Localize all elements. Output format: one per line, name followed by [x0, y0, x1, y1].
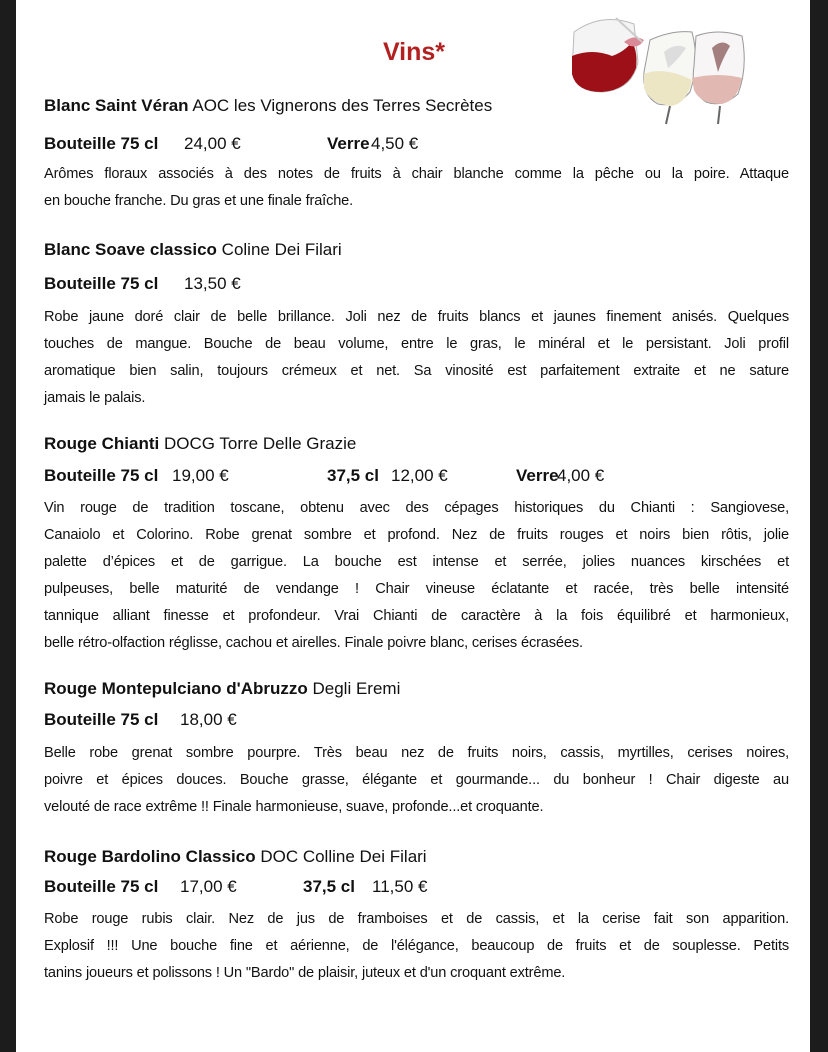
wine-name	[44, 432, 356, 456]
price-row	[44, 875, 789, 899]
description-line: Vin rouge de tradition toscane, obtenu avec des cépages historiques du Chianti : Sangiovese,	[44, 500, 789, 516]
wine-name-appellation: DOCG Torre Delle Grazie	[163, 434, 357, 453]
wine-description	[44, 161, 789, 215]
price-value: 12,00 €	[391, 466, 448, 485]
price-label-text: Bouteille 75 cl	[44, 710, 159, 729]
description-line: belle rétro-olfaction réglisse, cachou et airelles. Finale poivre blanc, cerises écrasées.	[44, 635, 583, 651]
wine-description	[44, 304, 789, 412]
description-line: velouté de race extrême !! Finale harmonieuse, suave, profonde...et croquante.	[44, 799, 544, 815]
price-label-text: Bouteille 75 cl	[44, 274, 159, 293]
price-row	[44, 464, 789, 488]
wine-name	[44, 94, 492, 118]
description-line: palette d’épices et de garrigue. La bouche est intense et serrée, jolies nuances kirschées et	[44, 554, 789, 570]
wine-name	[44, 677, 400, 701]
description-line: en bouche franche. Du gras et une finale fraîche.	[44, 193, 354, 209]
price-label	[44, 708, 158, 732]
description-line: touches de mangue. Bouche de beau volume, entre le gras, le minéral et le persistant. Joli profil	[44, 336, 789, 352]
price-label-text: Verre	[327, 134, 370, 153]
wine-description	[44, 740, 789, 821]
description-line: tannique alliant finesse et profondeur. Vrai Chianti de caractère à la fois équilibré et harmonieux,	[44, 608, 789, 624]
price-label	[327, 464, 379, 488]
price-value: 13,50 €	[184, 274, 241, 293]
price-label-text: 37,5 cl	[303, 877, 355, 896]
wine-description	[44, 495, 789, 657]
description-line: Arômes floraux associés à des notes de fruits à chair blanche comme la pêche ou la poire. Attaque	[44, 166, 789, 182]
description-line: aromatique bien salin, toujours crémeux et net. Sa vinosité est parfaitement extraite et ne sature	[44, 363, 789, 379]
price-value: 4,50 €	[371, 134, 419, 153]
price-row	[44, 132, 789, 156]
wine-name-bold: Blanc Soave classico	[44, 240, 217, 259]
price-label	[44, 875, 158, 899]
wine-name-bold: Rouge Bardolino Classico	[44, 847, 256, 866]
page-title: Vins*	[382, 38, 446, 66]
price-value: 11,50 €	[372, 877, 428, 896]
price-label	[303, 875, 355, 899]
price-label	[516, 464, 559, 488]
wine-name-bold: Blanc Saint Véran	[44, 96, 189, 115]
price-label-text: 37,5 cl	[327, 466, 379, 485]
price-label	[44, 132, 158, 156]
description-line: Canaiolo et Colorino. Robe grenat sombre et profond. Nez de fruits rouges et noirs bien rôtis, jolie	[44, 527, 789, 543]
wine-name-appellation: DOC Colline Dei Filari	[260, 847, 427, 866]
price-label-text: Verre	[516, 466, 559, 485]
description-line: Robe jaune doré clair de belle brillance. Joli nez de fruits blancs et jaunes finement anisés. Quelques	[44, 309, 789, 325]
wine-name-bold: Rouge Chianti	[44, 434, 160, 453]
wine-name-appellation: Degli Eremi	[312, 679, 401, 698]
price-row	[44, 272, 789, 296]
price-label-text: Bouteille 75 cl	[44, 877, 159, 896]
price-row	[44, 708, 789, 732]
wine-description	[44, 906, 789, 987]
wine-glasses-image	[572, 12, 748, 126]
price-value: 17,00 €	[180, 877, 237, 896]
price-value: 24,00 €	[184, 134, 241, 153]
price-value: 4,00 €	[557, 466, 605, 485]
price-value: 19,00 €	[172, 466, 229, 485]
price-label-text: Bouteille 75 cl	[44, 466, 159, 485]
description-line: Belle robe grenat sombre pourpre. Très beau nez de fruits noirs, cassis, myrtilles, cerises noires,	[44, 745, 789, 761]
wine-name-appellation: AOC les Vignerons des Terres Secrètes	[192, 96, 493, 115]
description-line: jamais le palais.	[44, 390, 146, 406]
price-label	[44, 272, 158, 296]
description-line: Explosif !!! Une bouche fine et aérienne, de l'élégance, beaucoup de fruits et de souplesse. Petits	[44, 938, 789, 954]
price-label	[327, 132, 370, 156]
description-line: poivre et épices douces. Bouche grasse, élégante et gourmande... du bonheur ! Chair digeste au	[44, 772, 789, 788]
price-value: 18,00 €	[180, 710, 237, 729]
wine-name	[44, 845, 427, 869]
description-line: tanins joueurs et polissons ! Un "Bardo" de plaisir, juteux et d'un croquant extrême.	[44, 965, 566, 981]
wine-name-bold: Rouge Montepulciano d'Abruzzo	[44, 679, 308, 698]
price-label-text: Bouteille 75 cl	[44, 134, 159, 153]
wine-name	[44, 238, 342, 262]
description-line: pulpeuses, belle maturité de vendange ! Chair vineuse éclatante et racée, très belle intensité	[44, 581, 789, 597]
price-label	[44, 464, 158, 488]
wine-name-appellation: Coline Dei Filari	[221, 240, 342, 259]
description-line: Robe rouge rubis clair. Nez de jus de framboises et de cassis, et la cerise fait son apparition.	[44, 911, 789, 927]
